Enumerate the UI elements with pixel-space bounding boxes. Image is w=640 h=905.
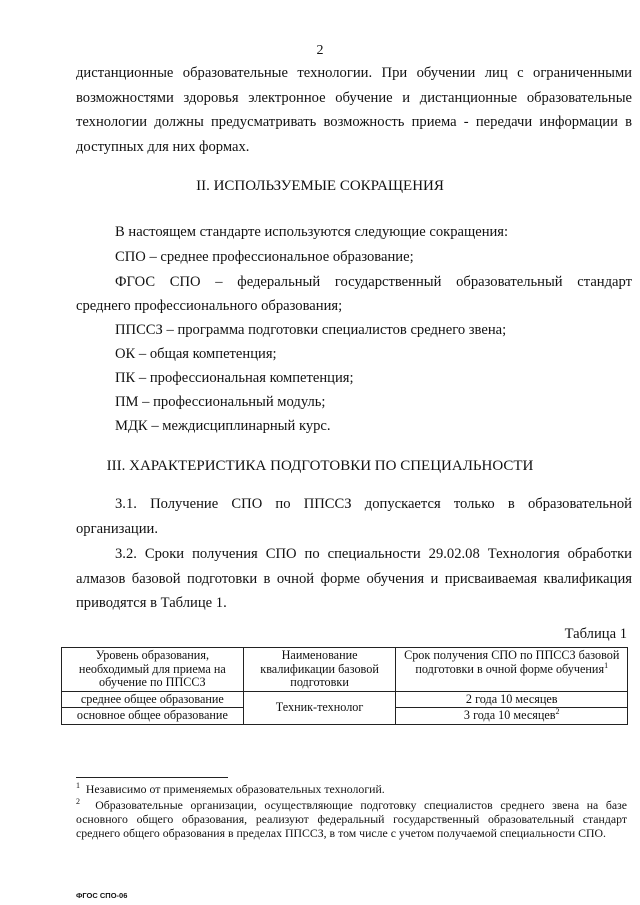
footnote-2 [76, 798, 627, 840]
table-row [62, 691, 628, 708]
paragraph-3-1: 3.1. Получение СПО по ППССЗ допускается только в образовательной организации. [76, 496, 632, 537]
footnote-separator [76, 777, 228, 778]
abbr-mdk: МДК – междисциплинарный курс. [115, 418, 331, 434]
abbr-ppssz: ППССЗ – программа подготовки специалистов среднего звена; [115, 322, 507, 338]
footnote-2-text: Образовательные организации, осуществляющие подготовку специалистов среднего звена на базе основного общего образования, реализуют федеральный государственный образовательный стандарт среднего общего образования в пределах ППССЗ, в том числе с учетом получаемой специальности СПО. [76, 798, 627, 840]
abbr-fgos-line-2: среднего профессионального образования; [76, 298, 343, 314]
footnote-1 [76, 782, 627, 796]
abbr-fgos-line-1: ФГОС СПО – федеральный государственный образовательный стандарт [115, 274, 632, 290]
document-footer: ФГОС СПО-06 [76, 891, 128, 900]
paragraph-3-2: 3.2. Сроки получения СПО по специальности 29.02.08 Технология обработки алмазов базовой подготовки в очной форме обучения и присваиваемая квалификация приводятся в Таблице 1. [76, 546, 632, 611]
abbr-ok: ОК – общая компетенция; [115, 346, 277, 362]
duration-table [61, 647, 628, 725]
footnote-1-mark: 1 [76, 781, 80, 791]
footnote-ref-2: 2 [555, 706, 560, 716]
section-2-heading: II. ИСПОЛЬЗУЕМЫЕ СОКРАЩЕНИЯ [196, 178, 444, 194]
qualification-cell: Техник-технолог [243, 691, 396, 724]
footnote-2-mark: 2 [76, 797, 80, 807]
header-duration [396, 648, 628, 692]
abbr-pm: ПМ – профессиональный модуль; [115, 394, 326, 410]
row-education-level: среднее общее образование [62, 691, 244, 708]
abbr-spo: СПО – среднее профессиональное образование; [115, 249, 414, 265]
row-duration-text: 3 года 10 месяцев [463, 708, 556, 722]
abbreviations-lead: В настоящем стандарте используются следующие сокращения: [115, 224, 509, 240]
header-duration-text: Срок получения СПО по ППССЗ базовой подготовки в очной форме обучения [404, 648, 620, 676]
page-number: 2 [316, 43, 324, 58]
table-header-row [62, 648, 628, 692]
footnote-ref-1: 1 [604, 660, 609, 670]
header-education-level: Уровень образования, необходимый для приема на обучение по ППССЗ [62, 648, 244, 692]
intro-paragraph: дистанционные образовательные технологии. При обучении лиц с ограниченными возможностями здоровья электронное обучение и дистанционные образовательные технологии должны предусматривать возможность приема - передачи информации в доступных для них формах. [76, 65, 632, 155]
row-education-level: основное общее образование [62, 708, 244, 725]
row-duration [396, 691, 628, 708]
footnote-1-text: Независимо от применяемых образовательных технологий. [85, 782, 385, 796]
header-qualification: Наименование квалификации базовой подготовки [243, 648, 396, 692]
row-duration-text: 2 года 10 месяцев [465, 691, 558, 706]
table-caption: Таблица 1 [564, 626, 627, 642]
row-duration [396, 708, 628, 725]
section-3-heading: III. ХАРАКТЕРИСТИКА ПОДГОТОВКИ ПО СПЕЦИАЛЬНОСТИ [106, 458, 534, 474]
abbr-pk: ПК – профессиональная компетенция; [115, 370, 354, 386]
